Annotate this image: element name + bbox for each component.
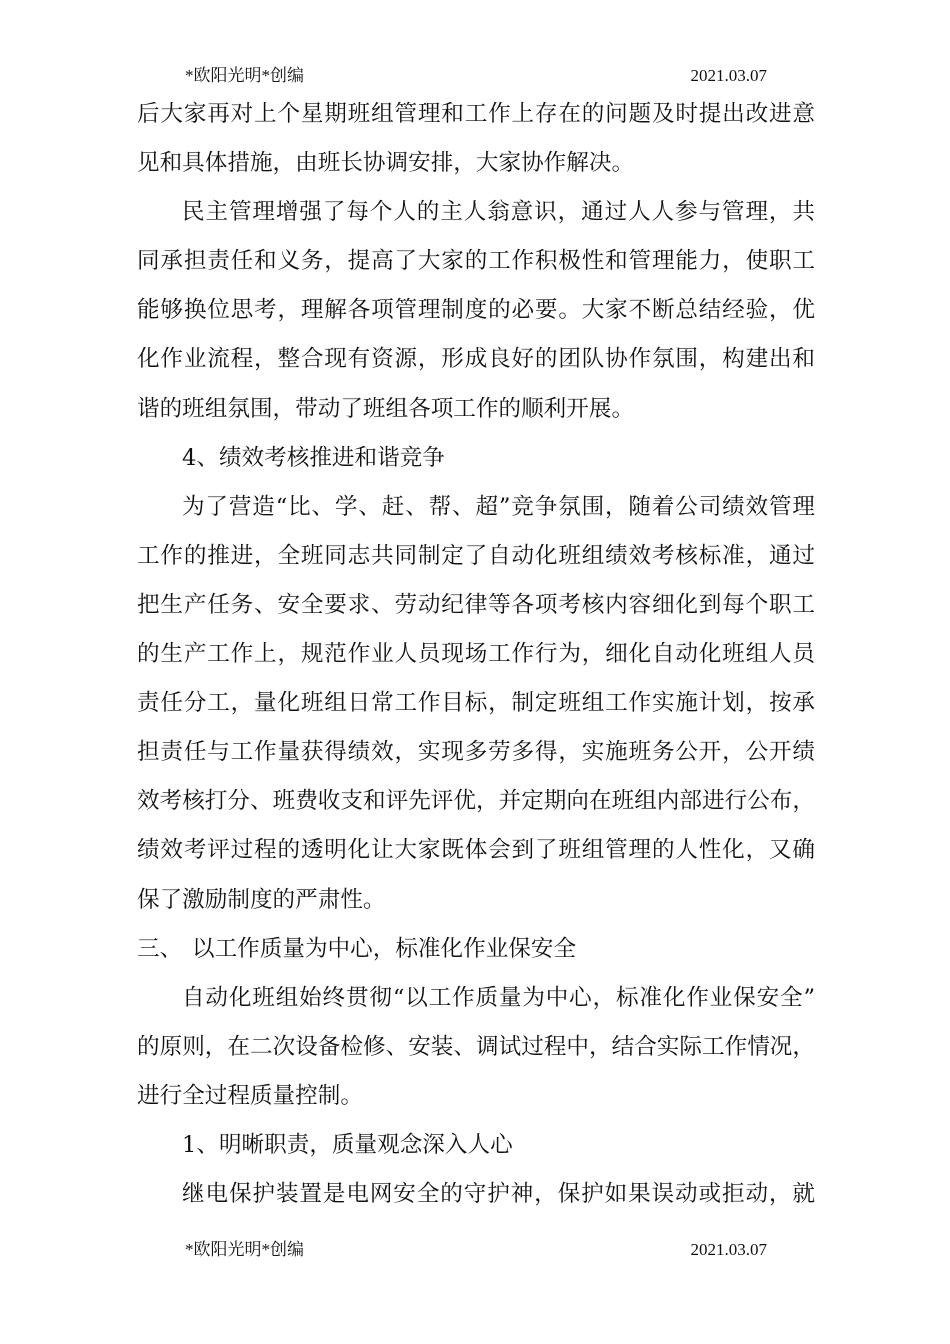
body-line: 谐的班组氛围，带动了班组各项工作的顺利开展。 [137,395,635,422]
body-line: 自动化班组始终贯彻“以工作质量为中心，标准化作业保安全” [182,984,815,1011]
body-line: 绩效考评过程的透明化让大家既体会到了班组管理的人性化，又确 [137,837,815,864]
body-line: 同承担责任和义务，提高了大家的工作积极性和管理能力，使职工 [137,248,815,275]
body-line: 效考核打分、班费收支和评先评优，并定期向在班组内部进行公布， [137,788,815,815]
body-line: 责任分工，量化班组日常工作目标，制定班组工作实施计划，按承 [137,690,815,717]
body-line: 工作的推进，全班同志共同制定了自动化班组绩效考核标准，通过 [137,542,815,569]
header-date: 2021.03.07 [690,66,767,85]
body-line: 把生产任务、安全要求、劳动纪律等各项考核内容细化到每个职工 [137,591,815,618]
body-line: 担责任与工作量获得绩效，实现多劳多得，实施班务公开，公开绩 [137,739,815,766]
section-heading [137,928,815,977]
footer-author: *欧阳光明*创编 [185,1240,304,1259]
body-line: 见和具体措施，由班长协调安排，大家协作解决。 [137,150,635,177]
section-subheading: 1、明晰职责，质量观念深入人心 [182,1131,513,1158]
page-footer [185,1238,767,1262]
body-line: 民主管理增强了每个人的主人翁意识，通过人人参与管理，共 [182,199,815,226]
section-number: 三、 [137,935,183,962]
body-line: 后大家再对上个星期班组管理和工作上存在的问题及时提出改进意 [137,101,815,127]
section-title: 以工作质量为中心，标准化作业保安全 [192,935,577,962]
body-line: 的原则，在二次设备检修、安装、调试过程中，结合实际工作情况， [137,1033,815,1060]
footer-date: 2021.03.07 [690,1240,767,1259]
page-header [185,64,767,88]
body-line: 化作业流程，整合现有资源，形成良好的团队协作氛围，构建出和 [137,346,815,373]
body-line: 为了营造“比、学、赶、帮、超”竞争氛围，随着公司绩效管理 [182,493,815,520]
section-subheading: 4、绩效考核推进和谐竞争 [182,444,445,471]
body-line: 继电保护装置是电网安全的守护神，保护如果误动或拒动，就 [182,1181,815,1208]
document-body [137,93,815,1222]
body-line: 保了激励制度的严肃性。 [137,886,386,913]
body-line: 的生产工作上，规范作业人员现场工作行为，细化自动化班组人员 [137,641,815,668]
body-line: 进行全过程质量控制。 [137,1082,363,1109]
header-author: *欧阳光明*创编 [185,66,304,85]
body-line: 能够换位思考，理解各项管理制度的必要。大家不断总结经验，优 [137,297,815,324]
